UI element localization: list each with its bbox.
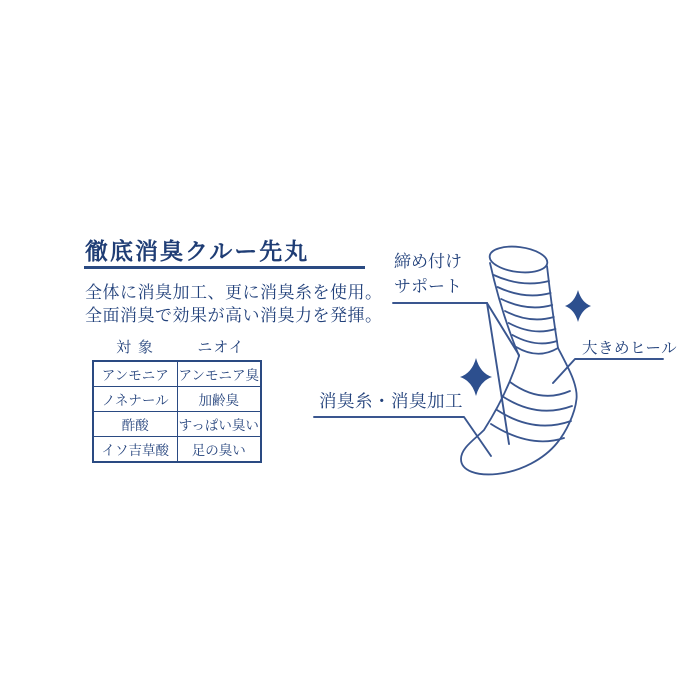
callout-support-line	[393, 303, 519, 444]
callout-support-line-2: サポート	[394, 277, 462, 297]
table-cell: イソ吉草酸	[93, 437, 177, 463]
header-target: 対 象	[116, 338, 154, 356]
table-cell: 加齢臭	[177, 387, 261, 412]
description-line-1: 全体に消臭加工、更に消臭糸を使用。	[85, 283, 383, 303]
header-odor: ニオイ	[197, 338, 245, 356]
table-cell: すっぱい臭い	[177, 412, 261, 437]
sparkle-icon	[460, 358, 492, 396]
table-cell: アンモニア臭	[177, 361, 261, 387]
table-cell: 酢酸	[93, 412, 177, 437]
sock-cuff	[488, 244, 549, 276]
callout-heel-label: 大きめヒール	[582, 339, 678, 357]
table-cell: 足の臭い	[177, 437, 261, 463]
callout-deodorant-label: 消臭糸・消臭加工	[319, 392, 463, 412]
description-line-2: 全面消臭で効果が高い消臭力を発揮。	[85, 306, 383, 326]
page-title: 徹底消臭クルー先丸	[85, 239, 310, 265]
table-cell: アンモニア	[93, 361, 177, 387]
sparkle-icon	[565, 290, 591, 322]
table-cell: ノネナール	[93, 387, 177, 412]
callout-support-line-1: 締め付け	[394, 252, 462, 272]
